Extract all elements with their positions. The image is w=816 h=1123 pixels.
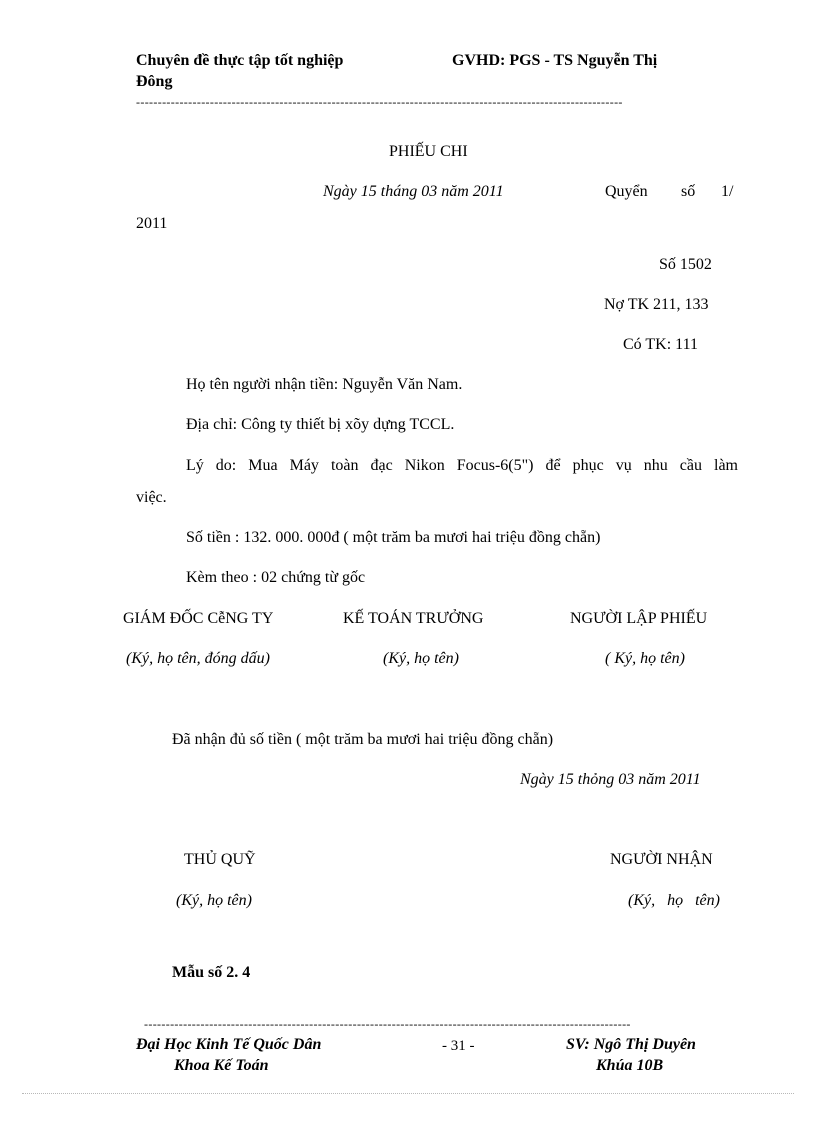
- cashier-title: THỦ QUỸ: [184, 851, 256, 868]
- footer-university: Đại Học Kinh Tế Quốc Dân: [136, 1036, 322, 1053]
- receiver-title: NGƯỜI NHẬN: [610, 851, 713, 868]
- footer-student: SV: Ngô Thị Duyên: [566, 1036, 696, 1053]
- footer-class: Khúa 10B: [596, 1057, 664, 1074]
- signature-chief-accountant-title: KẾ TOÁN TRƯỞNG: [343, 610, 484, 627]
- receipt-date: Ngày 15 thỏng 03 năm 2011: [520, 771, 701, 788]
- page-bottom-border: [22, 1093, 794, 1094]
- book-so-label: số: [681, 183, 696, 200]
- debit-account: Nợ TK 211, 133: [604, 296, 709, 313]
- header-title-continuation: Đông: [136, 73, 173, 90]
- form-number-label: Mẫu số 2. 4: [172, 964, 251, 981]
- voucher-date: Ngày 15 tháng 03 năm 2011: [323, 183, 504, 200]
- receiver-note: (Ký, họ tên): [628, 892, 720, 909]
- amount-line: Số tiền : 132. 000. 000đ ( một trăm ba mươi hai triệu đồng chẵn): [186, 529, 601, 546]
- reason-line: Lý do: Mua Máy toàn đạc Nikon Focus-6(5") để phục vụ nhu cầu làm: [186, 457, 738, 474]
- address-line: Địa chỉ: Công ty thiết bị xõy dựng TCCL.: [186, 416, 455, 433]
- footer-faculty: Khoa Kế Toán: [174, 1057, 269, 1074]
- book-number: 1/: [721, 183, 734, 200]
- footer-rule: ----------------------------------------------------------------------------------------------------------------: [144, 1018, 631, 1030]
- page-number: - 31 -: [442, 1038, 475, 1054]
- reason-continuation: việc.: [136, 489, 167, 506]
- book-year: 2011: [136, 215, 168, 232]
- signature-preparer-note: ( Ký, họ tên): [605, 650, 685, 667]
- receipt-confirmation: Đã nhận đủ số tiền ( một trăm ba mươi hai triệu đồng chẵn): [172, 731, 554, 748]
- voucher-title: PHIẾU CHI: [389, 143, 468, 160]
- credit-account: Có TK: 111: [623, 336, 698, 353]
- header-rule: ----------------------------------------------------------------------------------------------------------------: [136, 96, 623, 108]
- signature-chief-accountant-note: (Ký, họ tên): [383, 650, 459, 667]
- voucher-number: Số 1502: [659, 256, 712, 273]
- header-title: Chuyên đề thực tập tốt nghiệp: [136, 52, 344, 69]
- cashier-note: (Ký, họ tên): [176, 892, 252, 909]
- attached-docs-line: Kèm theo : 02 chứng từ gốc: [186, 569, 366, 586]
- header-supervisor: GVHD: PGS - TS Nguyễn Thị: [452, 52, 658, 69]
- signature-director-title: GIÁM ĐỐC CễNG TY: [123, 610, 274, 627]
- signature-preparer-title: NGƯỜI LẬP PHIẾU: [570, 610, 708, 627]
- recipient-line: Họ tên người nhận tiền: Nguyễn Văn Nam.: [186, 376, 463, 393]
- signature-director-note: (Ký, họ tên, đóng dấu): [126, 650, 270, 667]
- book-label: Quyển: [605, 183, 648, 200]
